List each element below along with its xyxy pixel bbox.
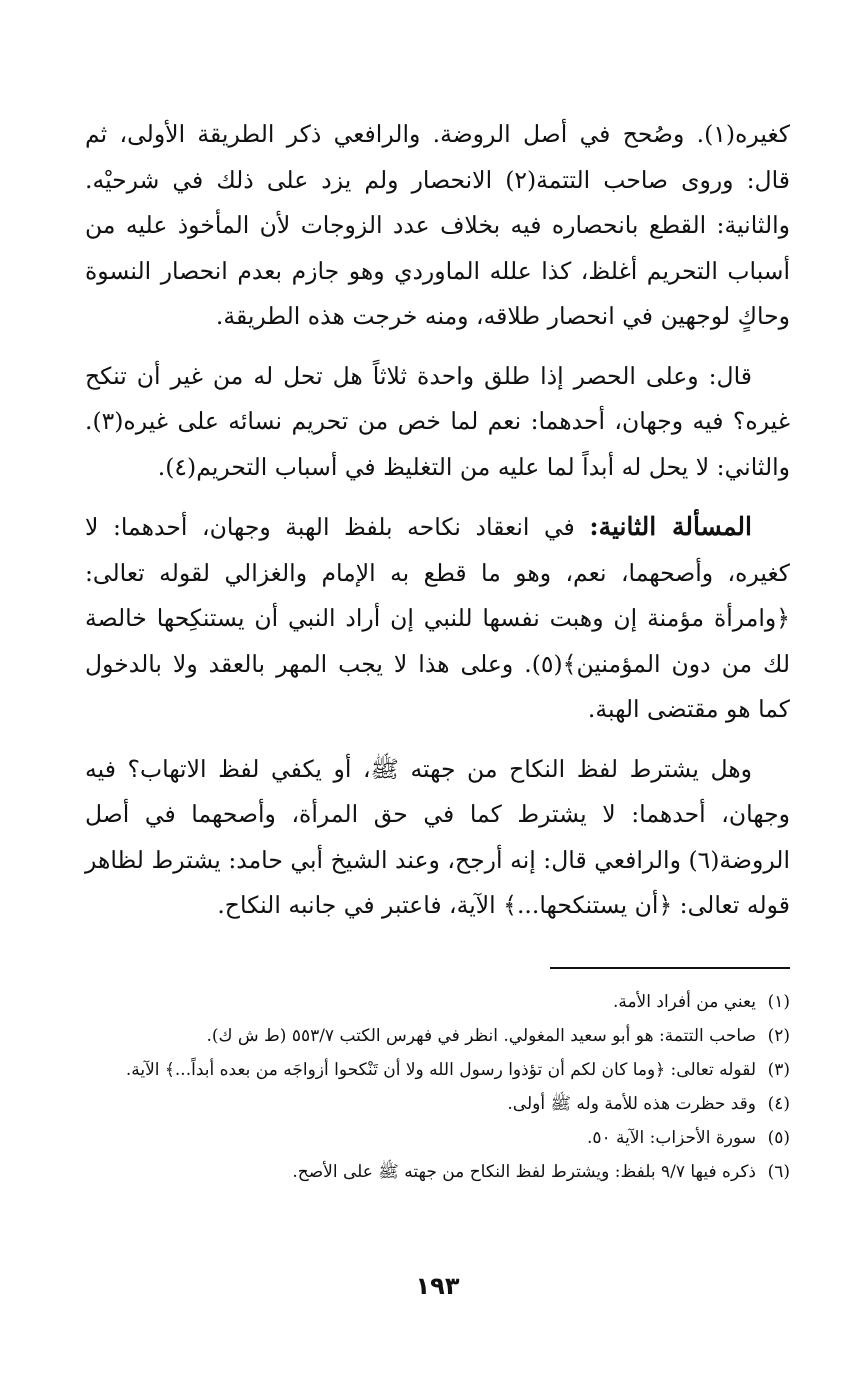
paragraph-1-text: كغيره(١). وصُحح في أصل الروضة. والرافعي ذكر الطريقة الأولى، ثم قال: وروى صاحب التتمة(٢) الانحصار ولم يزد على ذلك في شرحيْه. والثانية: القطع بانحصاره فيه بخلاف عدد الزوجات لأن المأخوذ عليه من أسباب التحريم أغلظ، كذا علله الماوردي وهو جازم بعدم انحصار النسوة وحاكٍ لوجهين في انحصار طلاقه، ومنه خرجت هذه الطريقة.	[85, 120, 790, 330]
book-page	[85, 0, 790, 1375]
footnote-number: (٦)	[767, 1162, 790, 1182]
paragraph-3-text: في انعقاد نكاحه بلفظ الهبة وجهان، أحدهما: لا كغيره، وأصحهما، نعم، وهو ما قطع به الإمام والغزالي لقوله تعالى: ﴿وامرأة مؤمنة إن وهبت نفسها للنبي إن أراد النبي أن يستنكِحها خالصة لك من دون المؤمنين﴾(٥). وعلى هذا لا يجب المهر بالعقد ولا بالدخول كما هو مقتضى الهبة.	[85, 513, 790, 723]
footnote-number: (٤)	[767, 1094, 790, 1114]
paragraph-4-text: وهل يشترط لفظ النكاح من جهته ﷺ، أو يكفي لفظ الاتهاب؟ فيه وجهان، أحدهما: لا يشترط كما في حق المرأة، وأصحهما في أصل الروضة(٦) والرافعي قال: إنه أرجح، وعند الشيخ أبي حامد: يشترط لظاهر قوله تعالى: ﴿أن يستنكحها...﴾ الآية، فاعتبر في جانبه النكاح.	[85, 754, 790, 919]
footnote-divider	[550, 967, 790, 969]
footnote-2	[85, 1019, 790, 1053]
section-heading-second-issue: المسألة الثانية:	[589, 512, 752, 541]
footnote-number: (٢)	[767, 1026, 790, 1046]
footnote-text: ذكره فيها ٩/٧ بلفظ: ويشترط لفظ النكاح من جهته ﷺ على الأصح.	[292, 1162, 756, 1182]
paragraph-2-text: قال: وعلى الحصر إذا طلق واحدة ثلاثاً هل تحل له من غير أن تنكح غيره؟ فيه وجهان، أحدهما: نعم لما خص من تحريم نسائه على غيره(٣). والثاني: لا يحل له أبداً لما عليه من التغليظ في أسباب التحريم(٤).	[85, 361, 790, 481]
footnote-text: صاحب التتمة: هو أبو سعيد المغولي. انظر في فهرس الكتب ٥٥٣/٧ (ط ش ك).	[206, 1026, 756, 1046]
footnotes-section	[85, 985, 790, 1189]
paragraph-1	[85, 112, 790, 340]
footnote-4	[85, 1087, 790, 1121]
main-text-body	[85, 112, 790, 929]
paragraph-3	[85, 504, 790, 733]
footnote-6	[85, 1155, 790, 1189]
footnote-text: لقوله تعالى: ﴿وما كان لكم أن تؤذوا رسول الله ولا أن تَنْكحوا أزواجَه من بعده أبداً...﴾ الآية.	[125, 1060, 756, 1080]
footnote-3	[85, 1053, 790, 1087]
paragraph-4	[85, 747, 790, 929]
footnote-text: يعني من أفراد الأمة.	[612, 992, 756, 1012]
footnote-5	[85, 1121, 790, 1155]
footnote-text: وقد حظرت هذه للأمة وله ﷺ أولى.	[507, 1094, 756, 1114]
paragraph-2	[85, 354, 790, 491]
footnote-number: (٣)	[767, 1060, 790, 1080]
page-number: ١٩٣	[415, 1272, 460, 1300]
footnote-1	[85, 985, 790, 1019]
footnote-text: سورة الأحزاب: الآية ٥٠.	[586, 1128, 756, 1148]
footnote-number: (٥)	[767, 1128, 790, 1148]
footnote-number: (١)	[767, 992, 790, 1012]
